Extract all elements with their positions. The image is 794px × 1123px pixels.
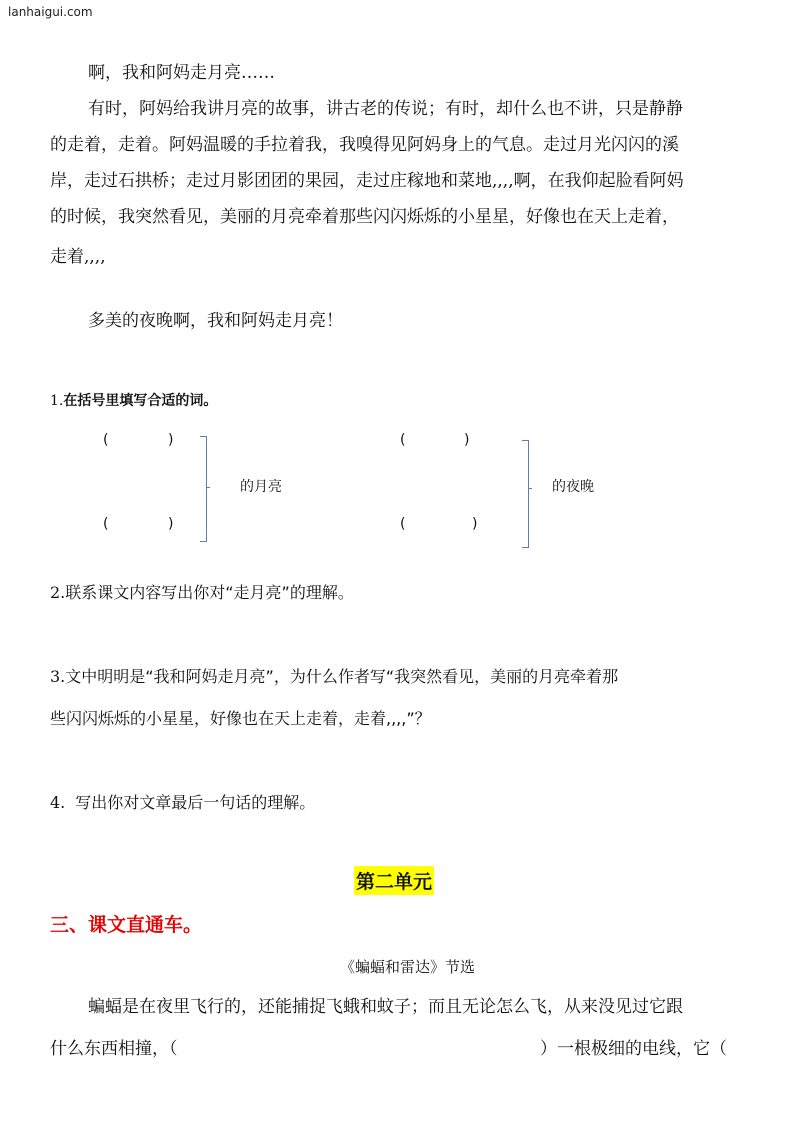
answer-blank-paren[interactable]: ( (400, 432, 406, 448)
passage-title: 《蝙蝠和雷达》节选 (340, 958, 476, 976)
answer-blank-paren[interactable]: ( (103, 432, 109, 448)
passage-line: 啊，我和阿妈走月亮…… (88, 63, 275, 83)
question-number: 1. (50, 393, 64, 409)
answer-blank-paren[interactable]: ( (400, 516, 406, 532)
answer-blank-paren[interactable]: ) (168, 432, 174, 448)
answer-blank-paren[interactable]: ) (168, 516, 174, 532)
passage-line: 什么东西相撞，（ (50, 1039, 178, 1059)
brace-label-night: 的夜晚 (552, 479, 594, 495)
question-number: 3. (50, 667, 66, 686)
question-text: 文中明明是“我和阿妈走月亮”，为什么作者写“我突然看见，美丽的月亮牵着那 (65, 667, 619, 686)
question-text: 联系课文内容写出你对“走月亮”的理解。 (65, 583, 354, 602)
passage-line: 的走着，走着。阿妈温暖的手拉着我，我嗅得见阿妈身上的气息。走过月光闪闪的溪 (50, 135, 679, 155)
question-2 (50, 580, 354, 603)
passage-line: 的时候，我突然看见，美丽的月亮牵着那些闪闪烁烁的小星星，好像也在天上走着， (50, 207, 679, 227)
question-text: 在括号里填写合适的词。 (63, 393, 218, 409)
answer-blank-paren[interactable]: ( (103, 516, 109, 532)
section-title: 三、课文直通车。 (50, 914, 203, 936)
question-3 (50, 664, 618, 687)
passage-line: 多美的夜晚啊，我和阿妈走月亮！ (88, 311, 343, 331)
brace-tick (528, 488, 532, 489)
passage-line: ）一根极细的电线，它（ (540, 1039, 727, 1059)
passage-line: 蝙蝠是在夜里飞行的，还能捕捉飞蛾和蚊子；而且无论怎么飞，从来没见过它跟 (88, 997, 683, 1017)
question-4 (50, 790, 315, 813)
answer-blank-paren[interactable]: ) (472, 516, 478, 532)
brace-tick (206, 487, 210, 488)
question-3-cont: 些闪闪烁烁的小星星，好像也在天上走着，走着,,,,”？ (50, 709, 431, 728)
right-brace (200, 436, 207, 542)
question-1 (50, 390, 217, 410)
passage-line: 走着,,,, (50, 247, 106, 267)
unit-title: 第二单元 (354, 866, 434, 895)
brace-label-moon: 的月亮 (240, 479, 282, 495)
right-brace (522, 440, 529, 548)
answer-blank-paren[interactable]: ) (464, 432, 470, 448)
question-number: 4. (50, 793, 66, 812)
passage-line: 有时，阿妈给我讲月亮的故事，讲古老的传说；有时，却什么也不讲，只是静静 (88, 99, 683, 119)
passage-line: 岸，走过石拱桥；走过月影团团的果园，走过庄稼地和菜地,,,,啊，在我仰起脸看阿妈 (50, 171, 684, 191)
watermark: lanhaigui.com (8, 5, 93, 19)
question-text: 写出你对文章最后一句话的理解。 (75, 793, 316, 812)
question-number: 2. (50, 583, 66, 602)
